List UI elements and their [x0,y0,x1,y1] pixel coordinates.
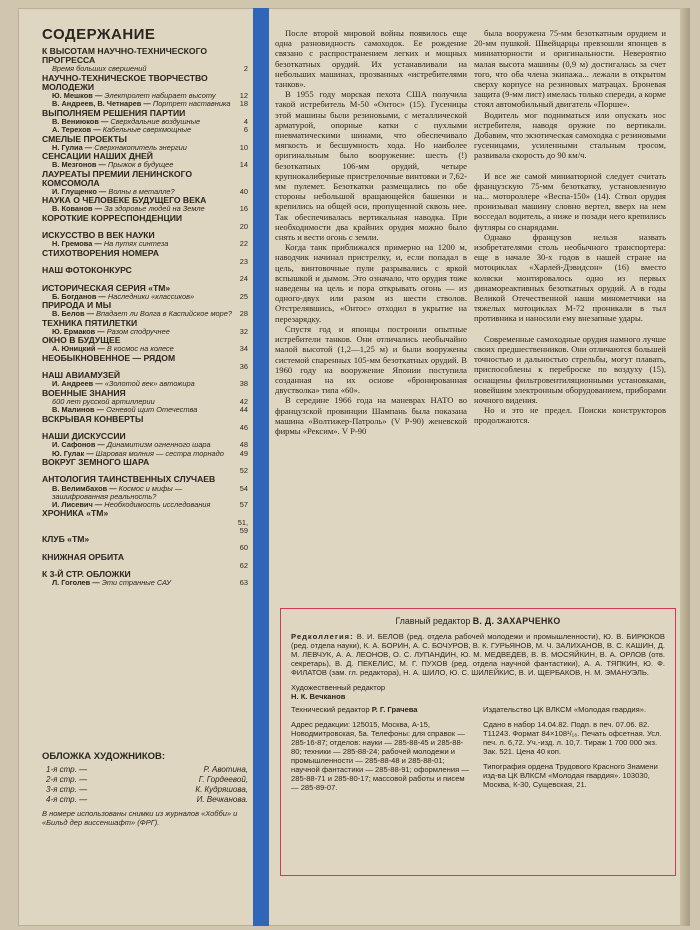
article-column-2 [474,28,666,426]
article-paragraph: И все же самой миниатюрной следует считать французскую 75-мм безоткатку, установленную на... мотороллере «Веспа-150» (14). Ствол орудия пронизывал машину словно вертел, вверх на нем восседал водитель, а ниже и позади него крепились футляры со снарядами. [474,170,666,232]
toc-page-number: 12 [239,91,248,101]
toc-title-text: «Золотой век» автожира [104,379,195,389]
toc-title-text: Огневой щит Отечества [106,405,198,415]
toc-section: НЕОБЫКНОВЕННОЕ — РЯДОМ [42,352,176,363]
tech-editor-label: Технический редактор [291,705,370,714]
toc-page-number: 48 [239,440,248,450]
tech-editor-name: Р. Г. Грачева [371,705,418,714]
toc-title-text: Шаровая молния — сестра торнадо [95,448,224,458]
toc-title-text: 600 лет русской артиллерии [52,396,155,406]
toc-page-number: 49 [239,448,248,458]
toc-row [42,579,248,587]
toc-entry [42,371,248,389]
toc-title-text: Наследники «классиков» [107,291,195,301]
toc-section: ВСКРЫВАЯ КОНВЕРТЫ [42,413,144,424]
toc-entry [42,301,248,319]
toc-entry [42,266,248,284]
print-info: Сдано в набор 14.04.82. Подп. в печ. 07.06. 82. Т11243. Формат 84×108¹/₁₆. Печать офсетная. Усл. печ. л. 6,72. Уч.-изд. л. 10,7. Тираж 1 700 000 экз. Зак. 521. Цена 40 коп. [483,720,662,756]
toc-entry [42,152,248,170]
toc-page-number: 14 [239,160,248,170]
publisher: Издательство ЦК ВЛКСМ «Молодая гвардия». [483,705,647,714]
toc-entry [42,109,248,127]
cover-page: 2-я стр. — [46,775,88,784]
toc-section: АНТОЛОГИЯ ТАИНСТВЕННЫХ СЛУЧАЕВ [42,474,216,485]
toc-author: И. Сафонов — [52,440,105,450]
tech-editor [291,705,473,714]
article-paragraph: Спустя год и японцы построили опытные истребители танков. Они отличались необычайно малой высотой (1,2—1,25 м) и были вооружены системой спаренных 105-мм безоткатных орудий. В 1960 году на вооружение Японии поступила созданная на их основе «бронированная двустволка» типа «60». [275,323,467,396]
toc-entry [42,196,248,214]
chief-editor-name: В. Д. ЗАХАРЧЕНКО [472,616,561,626]
cover-artist: Р. Авотина, [203,765,248,774]
toc-title-text: Волны в металле? [108,186,175,196]
toc-author: И. Глущенко — [52,186,107,196]
article-paragraph: Современные самоходные орудия намного лучше своих предшественников. Они отличаются большей точностью и дальностью стрельбы, могут плавать, приспособлены к переброске по воздуху (15), оснащены фильтровентиляционными установками, новейшим электронным оборудованием, приборами ночного видения. [474,333,666,405]
toc-author: В. Мезгонов — [52,160,106,170]
imprint-right [483,705,665,798]
toc-title-text: Динамитизм огненного шара [106,440,211,450]
toc-text [42,485,234,502]
cover-credit-row [42,775,248,785]
article-column-1 [275,28,467,436]
toc-entry [42,214,248,232]
chief-editor [291,617,665,626]
art-editor [291,683,665,701]
toc-entry [42,231,248,249]
toc-title-text: На путях синтеза [103,239,169,249]
cover-credits-title: ОБЛОЖКА ХУДОЖНИКОВ: [42,751,166,762]
toc-page-number: 38 [239,379,248,389]
toc-entry [42,74,248,101]
toc-entry [42,535,248,553]
toc-entry [42,336,248,354]
cover-artist: И. Вечканова. [196,795,248,804]
toc-page-number: 24 [239,274,248,284]
article-paragraph: Однако французов нельзя назвать изобретателями столь необычного транспортера: еще в начале 30-х годов в нашей стране на мотоциклах «Харлей-Дэвидсон» (16) вместо коляски монтировалось одно из первых динамореактивных безоткатных орудий. А в годы Великой Отечественной наши минометчики на тяжелых мотоциклах М-72 проникали в тыл противника и наносили ему внезапные удары. [474,231,666,324]
cover-credits-note: В номере использованы снимки из журналов «Хобби» и «Бильд дер виссеншафт» (ФРГ). [42,809,238,827]
imprint-box [280,608,676,876]
toc-page-number: 23 [239,256,248,266]
editorial-board-text: В. И. БЕЛОВ (ред. отдела рабочей молодежи и промышленности), Ю. В. БИРЮКОВ (ред. отдела науки), К. А. БОРИН, А. С. БОЧУРОВ, В. К. ГУРЬЯНОВ, М. Ч. ЗАЛИХАНОВ, В. С. КАШИН, Д. М. ЛЕВЧУК, А. А. ЛЕОНОВ, О. С. ЛУПАНДИН, Ю. М. МЕДВЕДЕВ, В. В. МОСЯЙКИН, В. А. ОРЛОВ (отв. секретарь), В. Д. ПЕКЕЛИС, М. Г. ПУХОВ (ред. отдела научной фантастики), А. А. ТЯПКИН, Ю. Ф. ФИЛАТОВ (зам. гл. редактора), Н. А. ШИЛО, Ю. С. ШИЛЕЙКИС, В. И. ЩЕРБАКОВ, Н. М. ЭМАНУЭЛЬ. [291,632,665,677]
toc-page-number: 20 [239,221,248,231]
toc-section: ОКНО В БУДУЩЕЕ [42,335,121,346]
toc-entry [42,432,248,450]
toc-section: НАШ ФОТОКОНКУРС [42,265,132,276]
article-paragraph: Когда танк приближался примерно на 1200 м, наводчик начинал пристрелку, и, если попадал в цель, винтовочные пули разрывались с яркой вспышкой и дымом. Это означало, что орудия тоже наведены на цель и пора открывать огонь — из одного-двух или разом из шести стволов. Отстрелявшись, «Онтос» отходил в укрытие на перезарядку. [275,242,467,324]
toc-entry [42,354,248,372]
toc-title-text: Сверхдальние воздушные [110,116,201,126]
table-of-contents [42,26,248,588]
toc-entry [42,415,248,433]
toc-entry [42,458,248,476]
toc-page-number: 34 [239,344,248,354]
toc-page-number: 18 [239,99,248,109]
toc-section: КНИЖНАЯ ОРБИТА [42,551,125,562]
toc-page-number: 2 [243,64,248,74]
cover-credit-row [42,795,248,805]
toc-title-text: В космос на колесе [106,344,174,354]
toc-section: ИСКУССТВО В ВЕК НАУКИ [42,230,155,241]
toc-section: К ВЫСОТАМ НАУЧНО-ТЕХНИЧЕСКОГО ПРОГРЕССА [42,46,208,66]
toc-section: КОРОТКИЕ КОРРЕСПОНДЕНЦИИ [42,212,183,223]
toc-section: СМЕЛЫЕ ПРОЕКТЫ [42,133,127,144]
toc-title-text: Время больших свершений [52,64,147,74]
chief-editor-label: Главный редактор [395,616,471,626]
toc-page-number: 54 [239,483,248,493]
cover-credits [42,752,248,827]
cover-artist: К. Кудряшова, [195,785,248,794]
toc-page-number: 16 [239,204,248,214]
cover-page: 3-я стр. — [46,785,88,794]
toc-title-text: Электролет набирает высоту [104,91,216,101]
toc-title: СОДЕРЖАНИЕ [42,26,156,43]
page-edge [680,8,690,926]
toc-page-number: 63 [239,578,248,588]
cover-credit-row [42,765,248,775]
toc-author: И. Андреев — [52,379,103,389]
toc-section: ПРИРОДА И МЫ [42,300,112,311]
toc-page-number: 46 [239,422,248,432]
toc-page-number: 42 [239,396,248,406]
art-editor-name: Н. К. Вечканов [291,692,346,701]
toc-page-number: 44 [239,405,248,415]
toc-page-number: 51, 59 [237,517,248,535]
toc-entry [42,389,248,407]
toc-author: Л. Гоголев — [52,578,100,588]
toc-section: ЛАУРЕАТЫ ПРЕМИИ ЛЕНИНСКОГО КОМСОМОЛА [42,168,193,188]
toc-title-text: Космос и мифы — зашифрованная реальность? [52,483,183,501]
toc-page-number: 57 [239,500,248,510]
blue-divider-bar [253,8,269,926]
toc-author: А. Терехов — [52,125,101,135]
article-paragraph: была вооружена 75-мм безоткатным орудием и 20-мм пушкой. Швейцарцы превзошли японцев в миниатюрности и оригинальности. Невероятно малая высота машины (0,9 м) достигалась за счет того, что оба члена экипажа... лежали в открытом сверху корпусе на резиновых матрацах. Броневая защита (9-мм лист) имелась только спереди, а корме стоял автомобильный двигатель «Порше». [474,28,666,110]
toc-title-text: За здоровье людей на Земле [104,204,205,214]
toc-row [42,519,248,536]
editorial-address: Адрес редакции: 125015, Москва, А-15, Новодмитровская, 5а. Телефоны: для справок — 285-16-87; отделов: науки — 285-88-45 и 285-88-80; техники — 285-88-24; рабочей молодежи и промышленности — 285-88-48 и 285-88-01; научной фантастики — 285-88-91; оформления — 285-88-71 и 285-80-17; массовой работы и писем — 285-89-07. [291,720,469,792]
toc-section: НАУКА О ЧЕЛОВЕКЕ БУДУЩЕГО ВЕКА [42,195,207,206]
toc-section: НАШ АВИАМУЗЕЙ [42,370,121,381]
toc-title-text: Портрет наставника [152,99,231,109]
toc-author: И. Лисевич — [52,500,103,510]
toc-page-number: 60 [239,543,248,553]
article-paragraph: В середине 1966 года на маневрах НАТО во французской провинции Шампань была показана машина «Волтижер-Патроль» (V P-90) женевской фирмы «Рексим». V P-90 [275,395,467,436]
toc-author: Ю. Гулак — [52,448,94,458]
toc-section: ВОЕННЫЕ ЗНАНИЯ [42,387,126,398]
toc-section: НАШИ ДИСКУССИИ [42,431,126,441]
toc-page-number: 52 [239,466,248,475]
toc-section: СЕНСАЦИИ НАШИХ ДНЕЙ [42,151,153,161]
toc-author: А. Юницкий — [52,344,105,354]
toc-page-number: 6 [243,125,248,135]
toc-section: НАУЧНО-ТЕХНИЧЕСКОЕ ТВОРЧЕСТВО МОЛОДЕЖИ [42,72,208,92]
cover-artist: Г. Гордеевой, [198,775,248,784]
toc-author: Ю. Ермаков — [52,326,105,336]
toc-section: ТЕХНИКА ПЯТИЛЕТКИ [42,317,138,328]
toc-author: В. Малинов — [52,405,105,415]
toc-list [42,47,248,588]
toc-author: В. Велимбахов — [52,483,117,493]
imprint-left [291,705,473,798]
toc-page-number: 28 [239,309,248,319]
toc-entry [42,475,248,501]
toc-author: Ю. Мешков — [52,91,103,101]
toc-page-number: 10 [239,142,248,152]
cover-credit-row [42,785,248,795]
toc-title-text: Необходимость исследования [104,500,211,510]
toc-entry [42,509,248,535]
toc-title-text: Впадает ли Волга в Каспийское море? [96,309,232,319]
toc-entry [42,570,248,588]
toc-page-number: 32 [239,326,248,336]
toc-author: Н. Гремова — [52,239,102,249]
toc-section: ХРОНИКА «ТМ» [42,508,109,519]
cover-page: 1-я стр. — [46,765,88,774]
toc-entry [42,553,248,571]
toc-page-number: 40 [239,186,248,196]
toc-title-text: Кабельные сверхмощные [102,125,192,135]
toc-text [42,519,234,536]
toc-row [42,485,248,502]
cover-page: 4-я стр. — [46,795,88,804]
toc-page-number: 4 [243,116,248,126]
toc-section: ИСТОРИЧЕСКАЯ СЕРИЯ «ТМ» [42,282,171,293]
toc-author: В. Андреев, В. Четнарев — [52,99,151,109]
art-editor-label: Художественный редактор [291,683,386,692]
toc-page-number: 62 [239,560,248,570]
imprint-details [291,705,665,798]
magazine-page [18,8,690,926]
toc-page-number: 36 [239,361,248,371]
toc-section: ВЫПОЛНЯЕМ РЕШЕНИЯ ПАРТИИ [42,107,186,118]
toc-entry [42,135,248,153]
toc-section: СТИХОТВОРЕНИЯ НОМЕРА [42,247,159,258]
toc-entry [42,47,248,74]
toc-page-number: 22 [239,239,248,249]
toc-entry [42,319,248,337]
toc-title-text: Сверхнакопитель энергии [94,142,187,152]
cover-credits-list [42,765,248,805]
toc-entry [42,249,248,267]
toc-entry [42,170,248,197]
toc-author: В. Кованов — [52,204,102,214]
article-paragraph: После второй мировой войны появилось еще одна разновидность самоходок. Ее рождение связано с распространением легких и мощных безоткатных орудий. Их устанавливали на небольших машинах, прозванных «истребителями танков». [275,28,467,90]
toc-entry [42,284,248,302]
toc-author: Н. Гулиа — [52,142,93,152]
article-paragraph: Но и это не предел. Поиски конструкторов продолжаются. [474,405,666,426]
toc-author: В. Белов — [52,309,94,319]
editorial-board [291,632,665,677]
toc-title-text: Разом сподручнее [106,326,170,336]
toc-page-number: 25 [239,291,248,301]
toc-text [42,579,234,587]
printing-house: Типография ордена Трудового Красного Знамени изд-ва ЦК ВЛКСМ «Молодая гвардия». 103030, Москва, К-30, Сущевская, 21. [483,762,658,789]
toc-title-text: Эти странные САУ [101,578,171,588]
toc-author: В. Вениюков — [52,116,109,126]
article-paragraph: В 1955 году морская пехота США получила такой истребитель М-50 «Онтос» (15). Гусеницы этой машины были резиновыми, с металлической арматурой, опорные катки с пухлыми пневматическими шинами, что обеспечивало мягкость и бесшумность хода. Но наиболее оригинальным было вооружение: шесть (!) безоткатных 106-мм орудий, четыре крупнокалиберные пристрелочные винтовки и 7,62-мм пулемет. Безоткатки размещались по обе стороны небольшой вращающейся башенки и крепились на общей оси, пропущенной сквозь нее. Так обеспечивалась вертикальная наводка. При необходимости два крайних орудия можно было снять и вести огонь с земли. [275,89,467,243]
toc-section: ВОКРУГ ЗЕМНОГО ШАРА [42,456,150,467]
toc-author: Б. Богданов — [52,291,106,301]
toc-title-text: Прыжок в будущее [107,160,174,170]
article-paragraph: Водитель мог подниматься или опускать нос истребителя, наводя оружие по вертикали. Добавим, что экзотическая самоходка с резиновыми гусеницами, усиленными стальным тросом, развивала скорость до 90 км/ч. [474,109,666,161]
editorial-board-label: Редколлегия: [291,632,354,641]
toc-section: КЛУБ «ТМ» [42,534,90,545]
toc-section: К 3-Й СТР. ОБЛОЖКИ [42,569,131,580]
